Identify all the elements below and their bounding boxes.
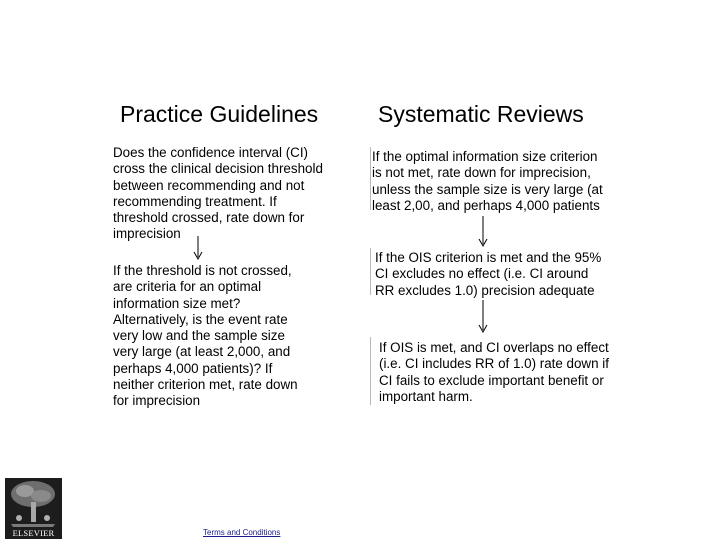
sr-divider-line-3	[370, 337, 371, 405]
pg-confidence-interval-text: Does the confidence interval (CI) cross the clinical decision threshold between recommending and not recommending treatment. If threshold crossed, rate down for imprecision	[113, 145, 323, 242]
pg-optimal-information-size-text: If the threshold is not crossed, are criteria for an optimal information size met? Alternatively, is the event rate very low and the sample size very large (at least 2,000, and perhaps 4,000 patients)? If neither criterion met, rate down for imprecision	[113, 263, 298, 409]
sr-divider-line-2	[370, 248, 371, 295]
sr-ois-met-adequate-text: If the OIS criterion is met and the 95% CI excludes no effect (i.e. CI around RR excludes 1.0) precision adequate	[375, 250, 602, 298]
tree-icon	[5, 478, 62, 528]
systematic-reviews-heading: Systematic Reviews	[378, 101, 584, 127]
sr-divider-line-1	[370, 147, 371, 210]
sr-ois-not-met-text: If the optimal information size criterion is not met, rate down for imprecision, unless the sample size is very large (at least 2,00, and perhaps 4,000 patients	[372, 149, 603, 213]
elsevier-logo	[5, 478, 62, 539]
elsevier-logo-text: ELSEVIER	[12, 528, 55, 538]
sr-down-arrow-2-icon	[477, 300, 489, 334]
practice-guidelines-heading: Practice Guidelines	[120, 101, 319, 127]
sr-ci-overlaps-text: If OIS is met, and CI overlaps no effect (i.e. CI includes RR of 1.0) rate down if CI fails to exclude important benefit or important harm.	[379, 340, 609, 404]
sr-down-arrow-1-icon	[477, 216, 489, 248]
terms-and-conditions-link[interactable]: Terms and Conditions	[203, 528, 281, 537]
pg-down-arrow-icon	[192, 236, 204, 261]
